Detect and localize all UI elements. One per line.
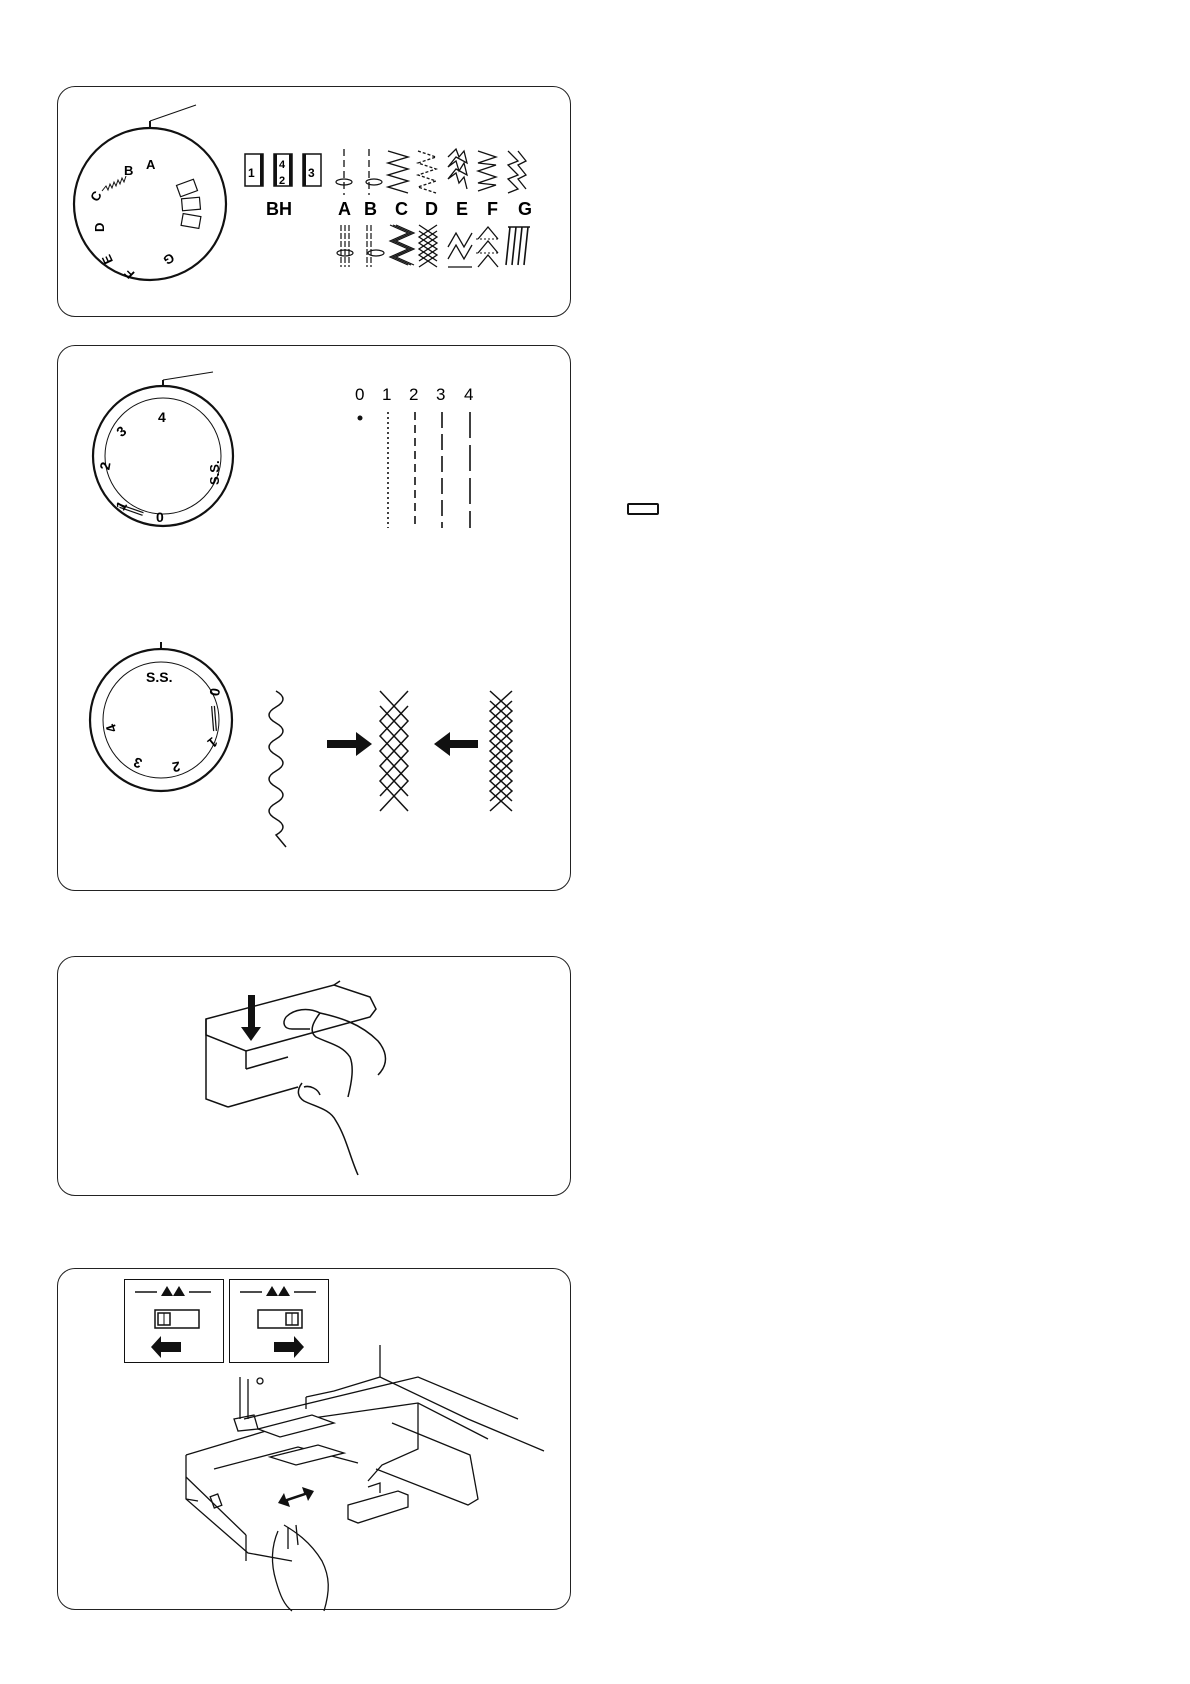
bh-label: BH [266, 199, 292, 219]
stitch-g-top [508, 151, 518, 193]
bh-step-4: 4 [279, 159, 286, 171]
stitch-g-bottom [506, 227, 530, 265]
stitch-b-top [366, 149, 382, 195]
column-label-f: F [487, 199, 498, 219]
column-label-c: C [395, 199, 408, 219]
dial-num-0: 0 [156, 509, 164, 525]
column-label-b: B [364, 199, 377, 219]
sewing-machine-illustration [186, 1345, 544, 1611]
dial-letter-e: E [98, 252, 116, 267]
stitch-d-bottom [419, 225, 437, 267]
dial-num-3: 3 [113, 422, 130, 440]
stretch-diamond-right [490, 691, 512, 811]
stitch-a-top [336, 149, 352, 195]
press-button-figure [58, 957, 572, 1197]
stretch-dial-4: 4 [102, 722, 120, 735]
stitch-c-bottom [390, 225, 414, 265]
scale-dot-0 [358, 416, 363, 421]
arrow-right-icon [327, 732, 372, 756]
stretch-dial[interactable] [90, 642, 232, 791]
dial-num-1: 1 [112, 498, 130, 513]
feed-dog-panel [57, 1268, 571, 1610]
dial-letter-a: A [146, 157, 156, 172]
scale-num-2: 2 [409, 385, 419, 404]
scale-num-3: 3 [436, 385, 446, 404]
rounded-bar-icon [627, 503, 659, 515]
dial-letter-g: G [160, 250, 177, 269]
dial-letter-c: C [87, 188, 105, 204]
stretch-dial-3: 3 [131, 754, 145, 772]
scale-num-4: 4 [464, 385, 474, 404]
dial-letter-d: D [92, 222, 107, 232]
column-label-a: A [338, 199, 351, 219]
stitch-f-bottom [476, 227, 500, 267]
stitch-b-bottom [367, 225, 384, 267]
stitch-length-figure [58, 346, 572, 892]
bh-step-2: 2 [279, 175, 286, 187]
arrow-left-icon [434, 732, 478, 756]
pattern-selector-figure [58, 87, 572, 318]
press-button-panel [57, 956, 571, 1196]
dial-letter-b: B [124, 163, 134, 178]
stitch-e-top [448, 149, 467, 189]
arrow-double-icon [278, 1487, 314, 1507]
stretch-dial-1: 1 [204, 734, 221, 752]
stitch-c-top [388, 151, 408, 193]
column-label-g: G [518, 199, 533, 219]
stretch-wave-left [269, 691, 286, 847]
bh-step-3: 3 [308, 166, 315, 180]
sewing-machine-figure [58, 1269, 572, 1611]
stretch-dial-ss: S.S. [146, 669, 173, 685]
scale-num-1: 1 [382, 385, 392, 404]
dial-num-4: 4 [158, 409, 166, 425]
stretch-dial-0: 0 [206, 686, 224, 698]
scale-num-0: 0 [355, 385, 365, 404]
stitch-a-bottom [337, 225, 353, 267]
dial-letter-f: F [121, 265, 138, 282]
stitch-f-top [478, 151, 496, 191]
pattern-selector-panel [57, 86, 571, 317]
stitch-e-bottom [448, 233, 472, 267]
dial-num-2: 2 [96, 460, 114, 472]
stitch-length-panel [57, 345, 571, 891]
stitch-d-top [418, 151, 436, 193]
column-label-e: E [456, 199, 469, 219]
bh-step-1: 1 [248, 166, 255, 180]
column-label-d: D [425, 199, 438, 219]
stretch-dial-2: 2 [171, 758, 182, 776]
stretch-diamond-middle [380, 691, 408, 811]
dial-ss-upper: S.S. [207, 460, 222, 485]
